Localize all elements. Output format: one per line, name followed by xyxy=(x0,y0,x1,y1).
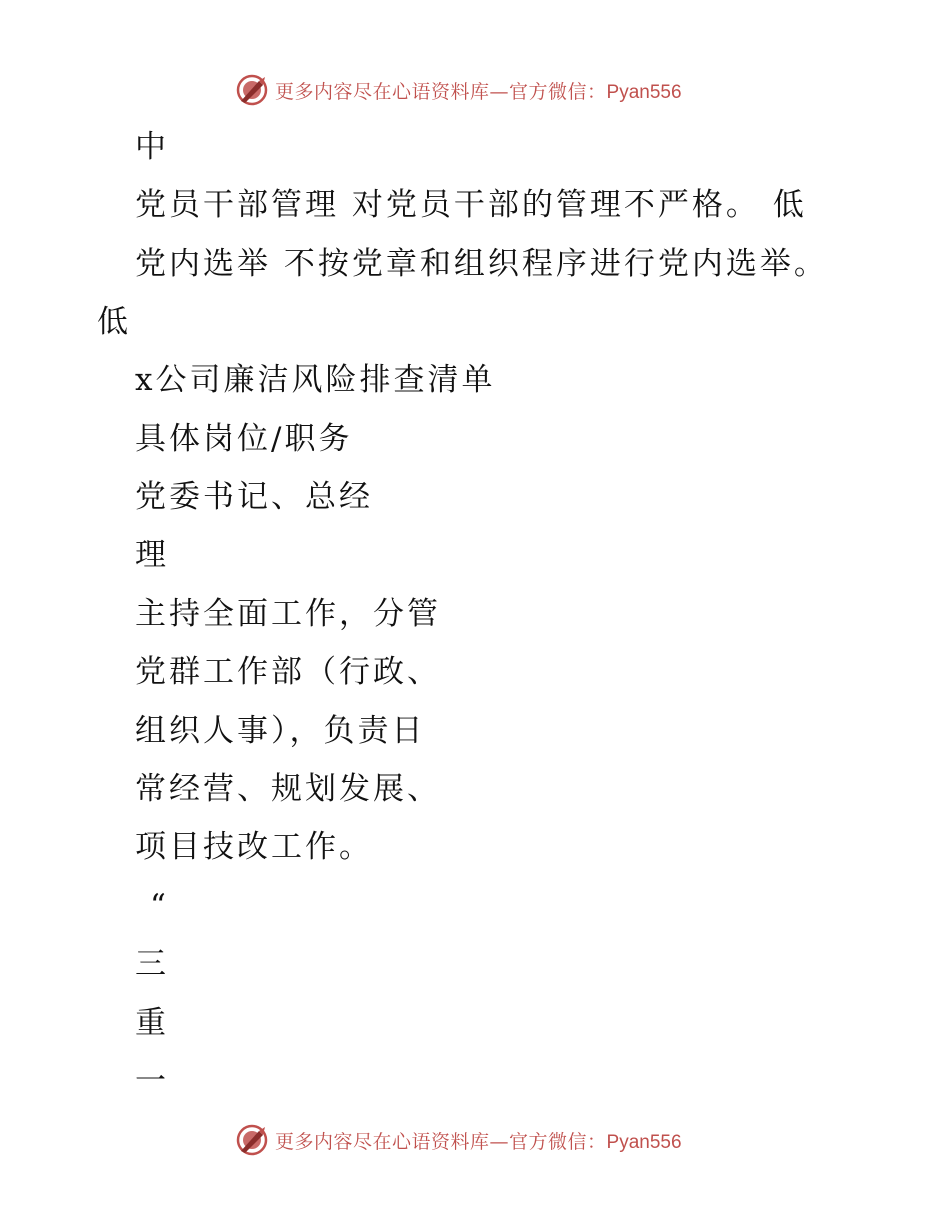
text-line: 中 xyxy=(135,129,169,165)
text-line: 重 xyxy=(135,1005,169,1041)
text-line: 项目技改工作。 xyxy=(135,829,373,865)
text-line: 三 xyxy=(135,946,169,982)
text-line: 常经营、规划发展、 xyxy=(135,771,441,807)
text-line: 低 xyxy=(97,304,131,340)
text-line: 具体岗位/职务 xyxy=(135,421,353,457)
text-line: 党群工作部（行政、 xyxy=(135,654,441,690)
watermark-text: 更多内容尽在心语资料库—官方微信：Pyan556 xyxy=(275,1130,682,1153)
text-line: 组织人事），负责日 xyxy=(135,713,426,749)
text-line: 党委书记、总经 xyxy=(135,479,373,515)
text-line: 一 xyxy=(135,1063,169,1099)
text-line: 党员干部管理 对党员干部的管理不严格。 低 xyxy=(135,187,807,223)
watermark-text: 更多内容尽在心语资料库—官方微信：Pyan556 xyxy=(275,80,682,103)
text-line: 理 xyxy=(135,537,169,573)
pen-nib-seal-icon xyxy=(235,1123,269,1157)
text-line: 党内选举 不按党章和组织程序进行党内选举。 xyxy=(135,246,828,282)
document-title: x公司廉洁风险排查清单 xyxy=(135,362,496,398)
footer-watermark xyxy=(235,1120,682,1160)
text-line: 主持全面工作，分管 xyxy=(135,596,441,632)
text-line: “ xyxy=(150,888,169,924)
